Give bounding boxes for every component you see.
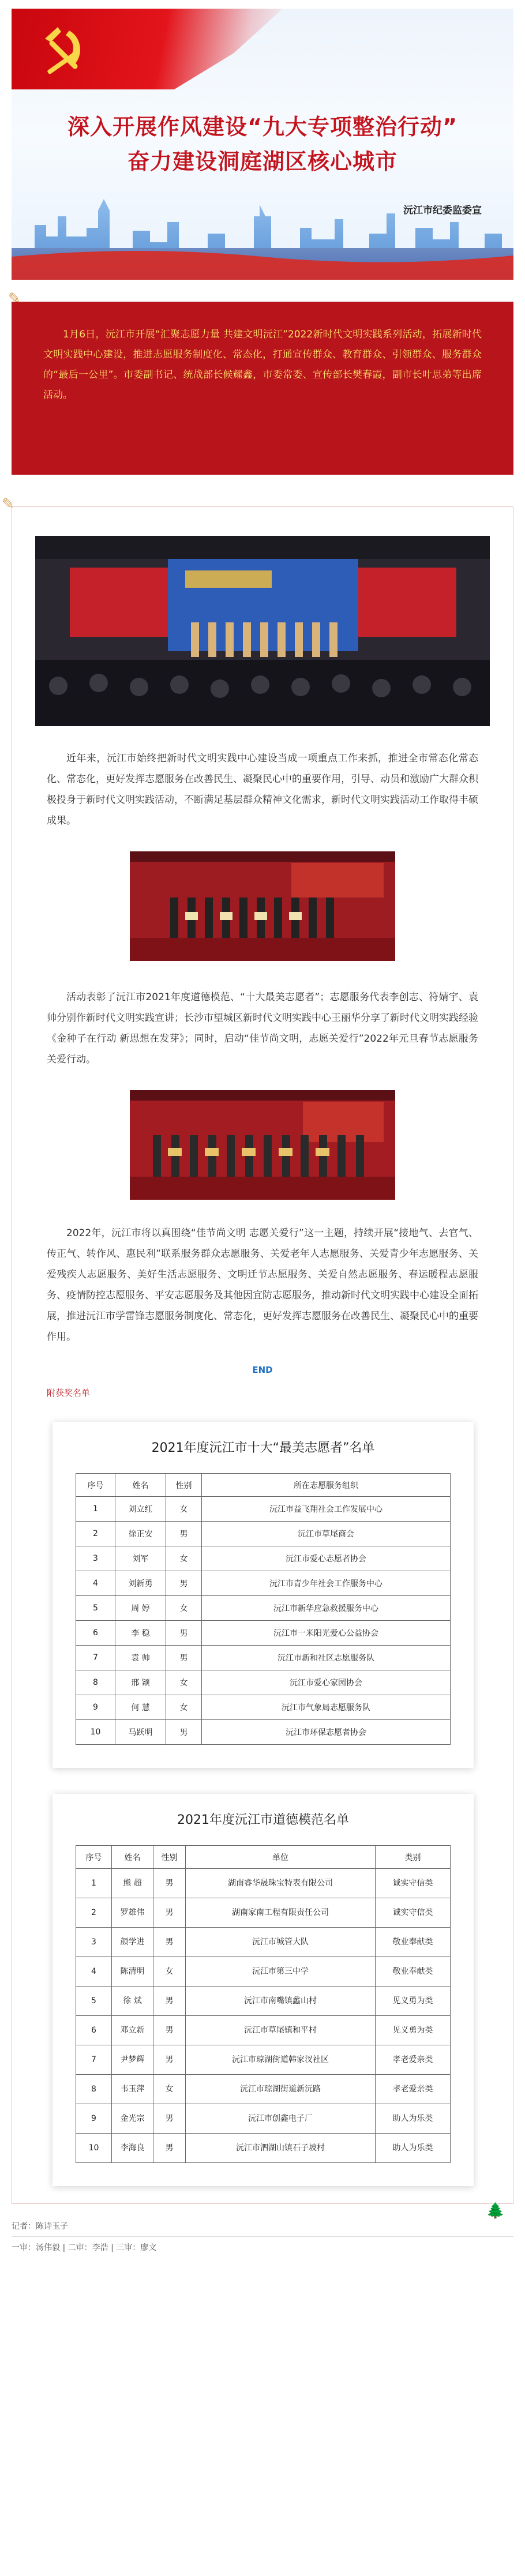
table-cell: 男 xyxy=(166,1621,202,1646)
table-cell: 诚实守信类 xyxy=(376,1898,451,1928)
table-row xyxy=(76,1621,451,1646)
table-cell: 沅江市爱心志愿者协会 xyxy=(202,1546,451,1571)
table-cell: 李海良 xyxy=(112,2134,153,2163)
table-cell: 男 xyxy=(153,2104,186,2134)
table-cell: 5 xyxy=(76,1987,112,2016)
table-cell: 沅江市环保志愿者协会 xyxy=(202,1720,451,1745)
table-row xyxy=(76,2104,451,2134)
table-cell: 女 xyxy=(153,2075,186,2104)
table-cell: 10 xyxy=(76,1720,115,1745)
table-cell: 罗雄伟 xyxy=(112,1898,153,1928)
table-cell: 敬业奉献类 xyxy=(376,1957,451,1987)
table-row xyxy=(76,1522,451,1546)
table-cell: 沅江市草尾商会 xyxy=(202,1522,451,1546)
table-row xyxy=(76,1670,451,1695)
moral-models-card xyxy=(52,1794,474,2186)
table-header-cell: 性别 xyxy=(153,1846,186,1869)
table-cell: 2 xyxy=(76,1522,115,1546)
table-cell: 沅江市新和社区志愿服务队 xyxy=(202,1646,451,1670)
table-cell: 男 xyxy=(153,2045,186,2075)
table-cell: 4 xyxy=(76,1571,115,1596)
table-cell: 5 xyxy=(76,1596,115,1621)
review-credit: 一审：汤伟毅 | 二审：李浩 | 三审：廖文 xyxy=(12,2243,157,2252)
volunteers-card xyxy=(52,1422,474,1768)
table-cell: 男 xyxy=(166,1720,202,1745)
table-cell: 沅江市益飞翔社会工作发展中心 xyxy=(202,1497,451,1522)
table-cell: 8 xyxy=(76,1670,115,1695)
volunteers-table xyxy=(76,1473,451,1745)
table-cell: 1 xyxy=(76,1497,115,1522)
table-cell: 沅江市泗湖山镇石子坡村 xyxy=(186,2134,376,2163)
table-cell: 9 xyxy=(76,2104,112,2134)
table-cell: 沅江市草尾镇和平村 xyxy=(186,2016,376,2045)
table-cell: 7 xyxy=(76,1646,115,1670)
table-cell: 湖南家南工程有限责任公司 xyxy=(186,1898,376,1928)
table-cell: 邢 颖 xyxy=(115,1670,166,1695)
table-cell: 沅江市一米阳光爱心公益协会 xyxy=(202,1621,451,1646)
banner-title xyxy=(12,110,513,179)
table-cell: 沅江市琼湖街道韩家汊社区 xyxy=(186,2045,376,2075)
table-cell: 女 xyxy=(166,1695,202,1720)
table-cell: 4 xyxy=(76,1957,112,1987)
table-row xyxy=(76,1957,451,1987)
pine-decoration-icon: 🌲 xyxy=(486,2202,505,2220)
table-cell: 湖南睿华晟珠宝特表有限公司 xyxy=(186,1869,376,1898)
intro-box xyxy=(8,290,513,475)
article-paragraph-3: 2022年，沅江市将以真围绕“佳节尚文明 志愿关爱行”这一主题，持续开展“接地气、去官气、传正气、转作风、惠民利”联系服务群众志愿服务、关爱老年人志愿服务、关爱青少年志愿服务、关爱残疾人志愿服务、美好生活志愿服务、文明迁节志愿服务、关爱自然志愿服务、春运暖程志愿服务、疫情防控志愿服务、平安志愿服务及其他因宜防志愿服务，推动新时代文明实践中心建设全面拓展，推进沅江市学雷锋志愿服务制度化、常态化，更好发挥志愿服务在改善民生、凝聚民心中的重要作用。 xyxy=(47,1227,478,1343)
table-cell: 见义勇为类 xyxy=(376,2016,451,2045)
author-credit: 记者：陈诗玉子 xyxy=(12,2222,68,2231)
table-cell: 颜学进 xyxy=(112,1928,153,1957)
table-cell: 熊 超 xyxy=(112,1869,153,1898)
banner-source: 沅江市纪委监委宣 xyxy=(403,205,482,216)
table-cell: 助人为乐类 xyxy=(376,2104,451,2134)
table-row xyxy=(76,1546,451,1571)
footer-divider xyxy=(12,2236,513,2237)
event-photo-1 xyxy=(35,536,490,726)
table-cell: 袁 帅 xyxy=(115,1646,166,1670)
moral-models-table-title: 2021年度沅江市道德模范名单 xyxy=(177,1813,349,1827)
table-cell: 何 慧 xyxy=(115,1695,166,1720)
table-header-cell: 所在志愿服务组织 xyxy=(202,1474,451,1497)
table-cell: 邓立新 xyxy=(112,2016,153,2045)
table-cell: 女 xyxy=(166,1497,202,1522)
table-row xyxy=(76,1987,451,2016)
table-header-cell: 序号 xyxy=(76,1474,115,1497)
table-cell: 沅江市气象局志愿服务队 xyxy=(202,1695,451,1720)
table-cell: 男 xyxy=(166,1646,202,1670)
table-cell: 沅江市创鑫电子厂 xyxy=(186,2104,376,2134)
table-cell: 见义勇为类 xyxy=(376,1987,451,2016)
table-cell: 金光宗 xyxy=(112,2104,153,2134)
table-row xyxy=(76,1497,451,1522)
table-cell: 刘军 xyxy=(115,1546,166,1571)
table-cell: 男 xyxy=(153,2134,186,2163)
table-cell: 女 xyxy=(153,1957,186,1987)
table-cell: 女 xyxy=(166,1596,202,1621)
table-cell: 韦玉萍 xyxy=(112,2075,153,2104)
table-cell: 沅江市城管大队 xyxy=(186,1928,376,1957)
party-emblem-icon xyxy=(35,20,92,78)
table-cell: 女 xyxy=(166,1670,202,1695)
table-row xyxy=(76,1596,451,1621)
table-cell: 男 xyxy=(153,1928,186,1957)
table-cell: 马跃明 xyxy=(115,1720,166,1745)
table-cell: 沅江市琼湖街道新沅路 xyxy=(186,2075,376,2104)
table-row xyxy=(76,1928,451,1957)
table-cell: 孝老爱亲类 xyxy=(376,2045,451,2075)
table-cell: 周 婷 xyxy=(115,1596,166,1621)
table-cell: 9 xyxy=(76,1695,115,1720)
table-cell: 3 xyxy=(76,1928,112,1957)
table-cell: 沅江市新华应急救援服务中心 xyxy=(202,1596,451,1621)
banner-title-line1: 深入开展作风建设“九大专项整治行动” xyxy=(68,114,457,140)
table-header-cell: 性别 xyxy=(166,1474,202,1497)
attachment-label: 附获奖名单 xyxy=(47,1388,91,1398)
table-row xyxy=(76,2134,451,2163)
article-paragraph-1: 近年来，沅江市始终把新时代文明实践中心建设当成一项重点工作来抓，推进全市常态化常态化、常态化，更好发挥志愿服务在改善民生、凝聚民心中的重要作用，引导、动员和激励广大群众积极投身于新时代文明实践活动，不断满足基层群众精神文化需求，新时代文明实践活动工作取得丰硕成果。 xyxy=(47,753,478,827)
table-row xyxy=(76,2016,451,2045)
table-row xyxy=(76,1571,451,1596)
banner-title-line2: 奋力建设洞庭湖区核心城市 xyxy=(127,149,397,174)
table-row xyxy=(76,2045,451,2075)
intro-paragraph: 1月6日，沅江市开展“汇聚志愿力量 共建文明沅江”2022新时代文明实践系列活动，拓展新时代文明实践中心建设，推进志愿服务制度化、常态化，打通宣传群众、教育群众、引领群众、服务群众的“最后一公里”。市委副书记、统战部长候耀鑫，市委常委、宣传部长樊春霞，副市长叶思弟等出席活动。 xyxy=(43,329,482,401)
table-cell: 徐正安 xyxy=(115,1522,166,1546)
table-row xyxy=(76,1646,451,1670)
table-cell: 1 xyxy=(76,1869,112,1898)
table-cell: 刘新勇 xyxy=(115,1571,166,1596)
table-header-cell: 姓名 xyxy=(115,1474,166,1497)
table-header-cell: 单位 xyxy=(186,1846,376,1869)
table-header-cell: 类别 xyxy=(376,1846,451,1869)
end-marker: END xyxy=(252,1365,273,1375)
pin-icon: ✎ xyxy=(2,495,14,513)
table-cell: 6 xyxy=(76,1621,115,1646)
article-paragraph-2: 活动表彰了沅江市2021年度道德模范、“十大最美志愿者”；志愿服务代表李创志、符婧宇、袁帅分别作新时代文明实践宣讲；长沙市望城区新时代文明实践中心王丽华分享了新时代文明实践经验《金种子在行动 新思想在发芽》；同时，启动“佳节尚文明，志愿关爱行”2022年元旦春节志愿服务关爱行动。 xyxy=(47,992,478,1065)
table-cell: 男 xyxy=(153,1898,186,1928)
table-cell: 孝老爱亲类 xyxy=(376,2075,451,2104)
table-cell: 刘立红 xyxy=(115,1497,166,1522)
article-footer xyxy=(12,2220,513,2254)
event-photo-2 xyxy=(130,851,395,961)
table-cell: 8 xyxy=(76,2075,112,2104)
table-cell: 尹梦辉 xyxy=(112,2045,153,2075)
table-cell: 7 xyxy=(76,2045,112,2075)
city-skyline-illustration xyxy=(12,193,513,280)
volunteers-table-title: 2021年度沅江市十大“最美志愿者”名单 xyxy=(151,1441,375,1455)
table-cell: 10 xyxy=(76,2134,112,2163)
table-cell: 沅江市青少年社会工作服务中心 xyxy=(202,1571,451,1596)
table-header-cell: 序号 xyxy=(76,1846,112,1869)
table-cell: 女 xyxy=(166,1546,202,1571)
table-row xyxy=(76,2075,451,2104)
pin-icon: ✎ xyxy=(8,290,21,307)
header-banner xyxy=(12,9,513,280)
table-cell: 沅江市第三中学 xyxy=(186,1957,376,1987)
table-cell: 2 xyxy=(76,1898,112,1928)
table-cell: 助人为乐类 xyxy=(376,2134,451,2163)
table-cell: 沅江市南嘴镇蠡山村 xyxy=(186,1987,376,2016)
table-cell: 男 xyxy=(166,1522,202,1546)
table-cell: 男 xyxy=(166,1571,202,1596)
table-row xyxy=(76,1695,451,1720)
table-cell: 男 xyxy=(153,2016,186,2045)
table-cell: 沅江市爱心家园协会 xyxy=(202,1670,451,1695)
table-cell: 3 xyxy=(76,1546,115,1571)
table-row xyxy=(76,1869,451,1898)
table-cell: 陈清明 xyxy=(112,1957,153,1987)
table-header-cell: 姓名 xyxy=(112,1846,153,1869)
table-cell: 敬业奉献类 xyxy=(376,1928,451,1957)
event-photo-3 xyxy=(130,1090,395,1200)
table-cell: 男 xyxy=(153,1869,186,1898)
table-cell: 徐 斌 xyxy=(112,1987,153,2016)
table-cell: 6 xyxy=(76,2016,112,2045)
table-cell: 男 xyxy=(153,1987,186,2016)
article-body xyxy=(2,495,513,2220)
table-cell: 李 稳 xyxy=(115,1621,166,1646)
table-cell: 诚实守信类 xyxy=(376,1869,451,1898)
table-row xyxy=(76,1720,451,1745)
moral-models-table xyxy=(76,1845,451,2163)
table-row xyxy=(76,1898,451,1928)
